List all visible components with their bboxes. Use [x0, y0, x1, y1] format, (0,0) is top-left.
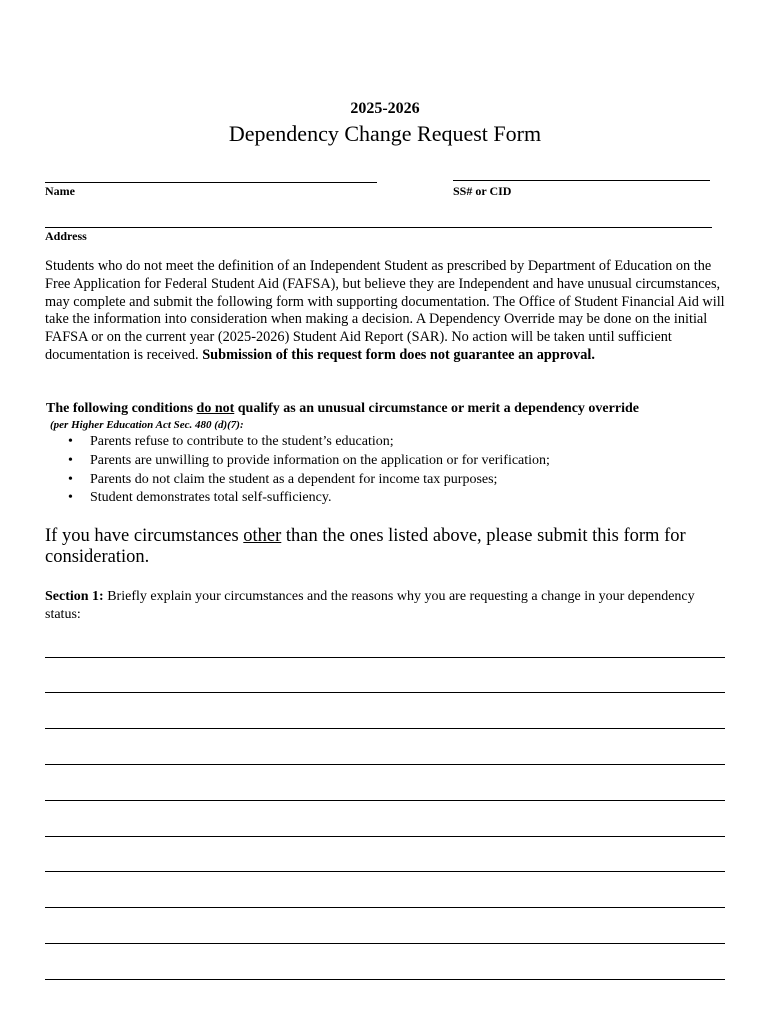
address-label: Address — [45, 229, 87, 243]
list-item — [65, 489, 550, 508]
intro-paragraph — [45, 258, 727, 365]
consideration-callout — [45, 526, 705, 568]
explanation-line[interactable] — [45, 657, 725, 658]
conditions-list — [65, 433, 550, 508]
list-item — [65, 452, 550, 471]
conditions-heading-post: qualify as an unusual circumstance or merit a dependency override — [234, 401, 639, 416]
bullet-icon: • — [68, 471, 73, 487]
list-item-text: Parents do not claim the student as a dependent for income tax purposes; — [90, 471, 498, 487]
explanation-line[interactable] — [45, 692, 725, 693]
explanation-line[interactable] — [45, 728, 725, 729]
list-item-text: Parents are unwilling to provide information on the application or for verification; — [90, 452, 550, 468]
address-input-line[interactable] — [45, 227, 712, 228]
callout-underlined: other — [243, 526, 282, 546]
name-label: Name — [45, 184, 75, 198]
ssn-input-line[interactable] — [453, 180, 710, 181]
explanation-line[interactable] — [45, 764, 725, 765]
callout-pre: If you have circumstances — [45, 526, 244, 546]
ssn-label: SS# or CID — [453, 184, 512, 198]
conditions-heading — [46, 401, 639, 417]
callout-post: than the ones listed above, please submit this form for consideration. — [45, 526, 686, 567]
explanation-line[interactable] — [45, 836, 725, 837]
form-year: 2025-2026 — [350, 100, 420, 117]
list-item-text: Student demonstrates total self-sufficiency. — [90, 490, 332, 506]
explanation-line[interactable] — [45, 979, 725, 980]
intro-text: Students who do not meet the definition of an Independent Student as prescribed by Department of Education on the Free Application for Federal Student Aid (FAFSA), but believe they are Independent and have unusual circumstances, may complete and submit the following form with supporting documentation. The Office of Student Financial Aid will take the information into consideration when making a decision. A Dependency Override may be done on the initial FAFSA or on the current year (2025-2026) Student Aid Report (SAR). No action will be taken until sufficient documentation is received. — [45, 258, 725, 363]
explanation-line[interactable] — [45, 943, 725, 944]
section-1-prompt — [45, 588, 725, 624]
intro-bold-notice: Submission of this request form does not guarantee an approval. — [202, 346, 595, 363]
explanation-line[interactable] — [45, 800, 725, 801]
bullet-icon: • — [68, 452, 73, 468]
explanation-line[interactable] — [45, 871, 725, 872]
conditions-heading-underlined: do not — [196, 401, 235, 416]
conditions-heading-pre: The following conditions — [46, 401, 197, 416]
name-input-line[interactable] — [45, 182, 377, 183]
conditions-reference: (per Higher Education Act Sec. 480 (d)(7): — [50, 419, 244, 431]
explanation-line[interactable] — [45, 907, 725, 908]
section-1-text: Briefly explain your circumstances and the reasons why you are requesting a change in your dependency status: — [45, 589, 695, 622]
list-item-text: Parents refuse to contribute to the student’s education; — [90, 434, 394, 449]
list-item — [65, 433, 550, 452]
form-title: Dependency Change Request Form — [228, 121, 542, 146]
list-item — [65, 471, 550, 490]
bullet-icon: • — [68, 490, 73, 506]
bullet-icon: • — [68, 434, 73, 449]
section-1-label: Section 1: — [45, 589, 104, 604]
